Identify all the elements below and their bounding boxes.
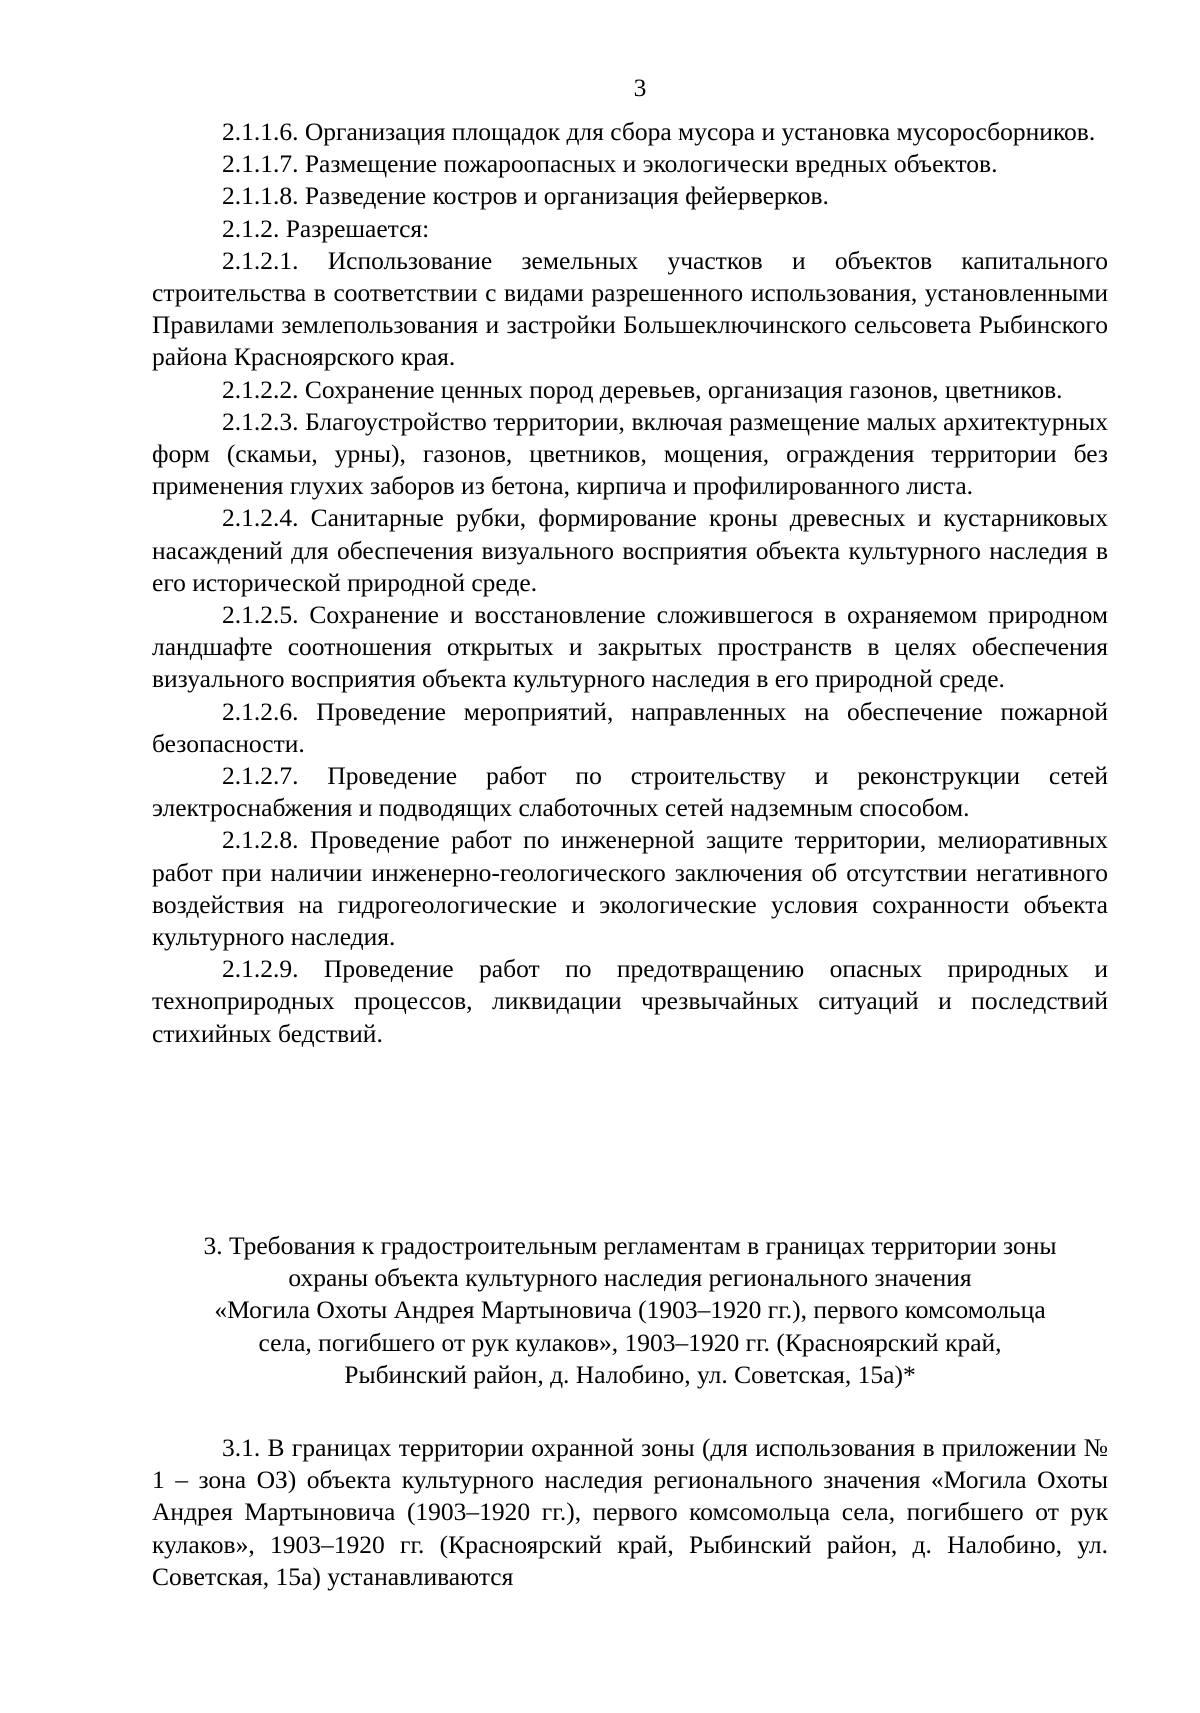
regulation-paragraphs (152, 116, 1108, 1050)
paragraph-2-1-2-8: 2.1.2.8. Проведение работ по инженерной защите территории, мелиоративных работ при наличии инженерно-геологического заключения об отсутствии негативного воздействия на гидрогеологические и экологические условия сохранности объекта культурного наследия. (152, 825, 1108, 952)
paragraph-2-1-2-4: 2.1.2.4. Санитарные рубки, формирование кроны древесных и кустарниковых насаждений для обеспечения визуального восприятия объекта культурного наследия в его исторической природной среде. (152, 503, 1108, 597)
paragraph-3-1: 3.1. В границах территории охранной зоны (для использования в приложении № 1 – зона ОЗ) объекта культурного наследия регионального значения «Могила Охоты Андрея Мартыновича (1903–1920 гг.), первого комсомольца села, погибшего от рук кулаков», 1903–1920 гг. (Красноярский край, Рыбинский район, д. Налобино, ул. Советская, 15а) устанавливаются (152, 1433, 1108, 1591)
section-heading-line: села, погибшего от рук кулаков», 1903–1920 гг. (Красноярский край, (258, 1327, 1002, 1357)
paragraph-2-1-2: 2.1.2. Разрешается: (222, 213, 430, 243)
paragraph-2-1-2-9: 2.1.2.9. Проведение работ по предотвращению опасных природных и техноприродных процессов, ликвидации чрезвычайных ситуаций и последствий стихийных бедствий. (152, 954, 1108, 1048)
section-heading-line: Рыбинский район, д. Налобино, ул. Советская, 15а)* (344, 1359, 916, 1389)
paragraph-2-1-2-1: 2.1.2.1. Использование земельных участков и объектов капитального строительства в соответствии с видами разрешенного использования, установленными Правилами землепользования и застройки Большеключинского сельсовета Рыбинского района Красноярского края. (152, 245, 1108, 372)
paragraph-2-1-1-7: 2.1.1.7. Размещение пожароопасных и экологически вредных объектов. (222, 149, 998, 179)
paragraph-2-1-2-6: 2.1.2.6. Проведение мероприятий, направленных на обеспечение пожарной безопасности. (152, 696, 1108, 758)
section-3-body (152, 1432, 1108, 1593)
page-number: 3 (633, 73, 647, 102)
section-heading-line: 3. Требования к градостроительным регламентам в границах территории зоны (203, 1231, 1057, 1260)
paragraph-2-1-2-5: 2.1.2.5. Сохранение и восстановление сложившегося в охраняемом природном ландшафте соотношения открытых и закрытых пространств в целях обеспечения визуального восприятия объекта культурного наследия в его природной среде. (152, 600, 1108, 694)
paragraph-2-1-1-8: 2.1.1.8. Разведение костров и организация фейерверков. (222, 181, 829, 211)
section-3-heading (152, 1230, 1108, 1391)
paragraph-2-1-1-6: 2.1.1.6. Организация площадок для сбора мусора и установка мусоросборников. (222, 117, 1096, 146)
paragraph-2-1-2-2: 2.1.2.2. Сохранение ценных пород деревьев, организация газонов, цветников. (222, 374, 1063, 404)
paragraph-2-1-2-3: 2.1.2.3. Благоустройство территории, включая размещение малых архитектурных форм (скамьи, урны), газонов, цветников, мощения, ограждения территории без применения глухих заборов из бетона, кирпича и профилированного листа. (152, 406, 1108, 501)
paragraph-2-1-2-7: 2.1.2.7. Проведение работ по строительству и реконструкции сетей электроснабжения и подводящих слаботочных сетей надземным способом. (152, 761, 1108, 823)
section-heading-line: охраны объекта культурного наследия регионального значения (288, 1263, 972, 1293)
section-heading-line: «Могила Охоты Андрея Мартыновича (1903–1920 гг.), первого комсомольца (214, 1295, 1046, 1325)
